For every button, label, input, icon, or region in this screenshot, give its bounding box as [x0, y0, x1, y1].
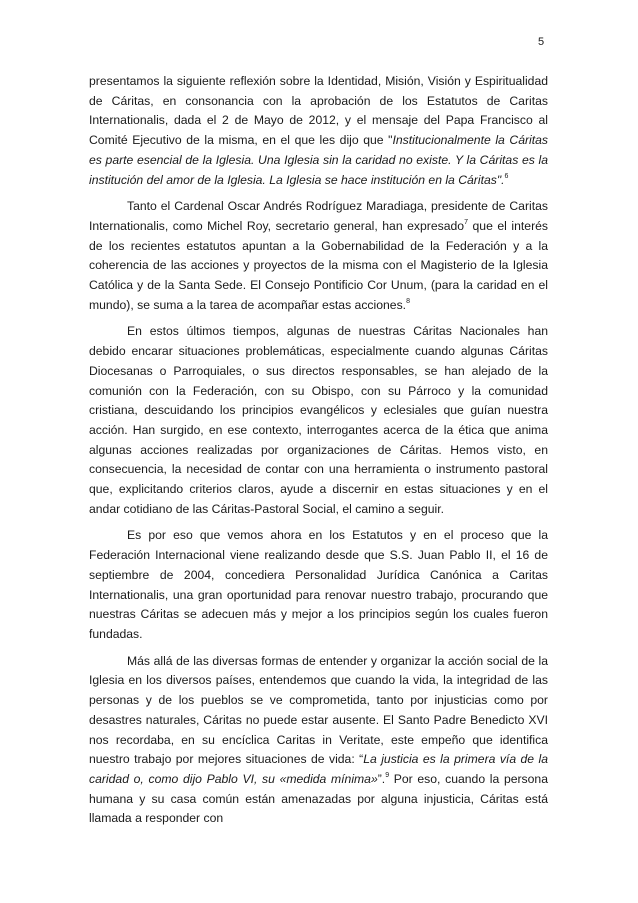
- paragraph-5: [89, 652, 548, 829]
- footnote-ref-8: 8: [406, 297, 410, 305]
- footnote-ref-7: 7: [464, 218, 468, 226]
- footnote-ref-9: 9: [385, 771, 390, 779]
- paragraph-2: [89, 197, 548, 315]
- paragraph-4: Es por eso que vemos ahora en los Estatutos y en el proceso que la Federación Internacional viene realizando desde que S.S. Juan Pablo II, el 16 de septiembre de 2004, concediera Personalidad Jurídica Canónica a Caritas Internationalis, una gran oportunidad para renovar nuestro trabajo, procurando que nuestras Cáritas se adecuen más y mejor a los principios según los cuales fueron fundadas.: [89, 528, 548, 641]
- quote-close: ”.: [377, 771, 386, 786]
- paragraph-1-text: presentamos la siguiente reflexión sobre la Identidad, Misión, Visión y Espiritualidad de Cáritas, en consonancia con la aprobación de los Estatutos de Caritas Internationalis, dada el 2 de Mayo de 2012, y el mensaje del Papa Francisco al Comité Ejecutivo de la misma, en el que les dijo que ": [89, 74, 548, 148]
- paragraph-1: [89, 72, 548, 190]
- paragraph-3: En estos últimos tiempos, algunas de nuestras Cáritas Nacionales han debido encarar situaciones problemáticas, especialmente cuando algunas Cáritas Diocesanas o Parroquiales, o sus directos responsables, se han alejado de la comunión con la Federación, con su Obispo, con su Párroco y la comunidad cristiana, descuidando los principios evangélicos y eclesiales que guían nuestra acción. Han surgido, en ese contexto, interrogantes acerca de la ética que anima algunas acciones realizadas por organizaciones de Cáritas. Hemos visto, en consecuencia, la necesidad de contar con una herramienta o instrumento pastoral que, explicitando criterios claros, ayude a discernir en estas situaciones y en el andar cotidiano de las Cáritas-Pastoral Social, el camino a seguir.: [89, 324, 548, 516]
- paragraph-2-text-a: Tanto el Cardenal Oscar Andrés Rodríguez Maradiaga, presidente de Caritas Internationalis, como Michel Roy, secretario general, han expresado: [89, 199, 548, 233]
- document-body: [89, 72, 548, 836]
- page-number: 5: [538, 36, 545, 48]
- paragraph-5-text-c: Por eso, cuando la persona humana y su casa común están amenazadas por alguna injusticia, Cáritas está llamada a responder con: [89, 771, 548, 826]
- footnote-ref-6: 6: [504, 172, 509, 180]
- paragraph-2-text-b: que el interés de los recientes estatutos apuntan a la Gobernabilidad de la Federación y a la coherencia de las acciones y proyectos de la misma con el Magisterio de la Iglesia Católica y de la Santa Sede. El Consejo Pontificio Cor Unum, (para la caridad en el mundo), se suma a la tarea de acompañar estas acciones.: [89, 218, 549, 312]
- caritas-in-veritate-quote: La justicia es la primera vía de la caridad o, como dijo Pablo VI, su «medida mínima»: [89, 752, 548, 786]
- francisco-quote: Institucionalmente la Cáritas es parte esencial de la Iglesia. Una Iglesia sin la caridad no existe. Y la Cáritas es la institución del amor de la Iglesia. La Iglesia se hace institución en la Cáritas".: [89, 133, 549, 187]
- paragraph-5-text-a: Más allá de las diversas formas de entender y organizar la acción social de la Iglesia en los diversos países, entendemos que cuando la vida, la integridad de las personas y de los pueblos se ve comprometida, tanto por injusticias como por desastres naturales, Cáritas no puede estar ausente. El Santo Padre Benedicto XVI nos recordaba, en su encíclica Caritas in Veritate, este empeño que identifica nuestro trabajo por mejores situaciones de vida: “: [89, 653, 548, 767]
